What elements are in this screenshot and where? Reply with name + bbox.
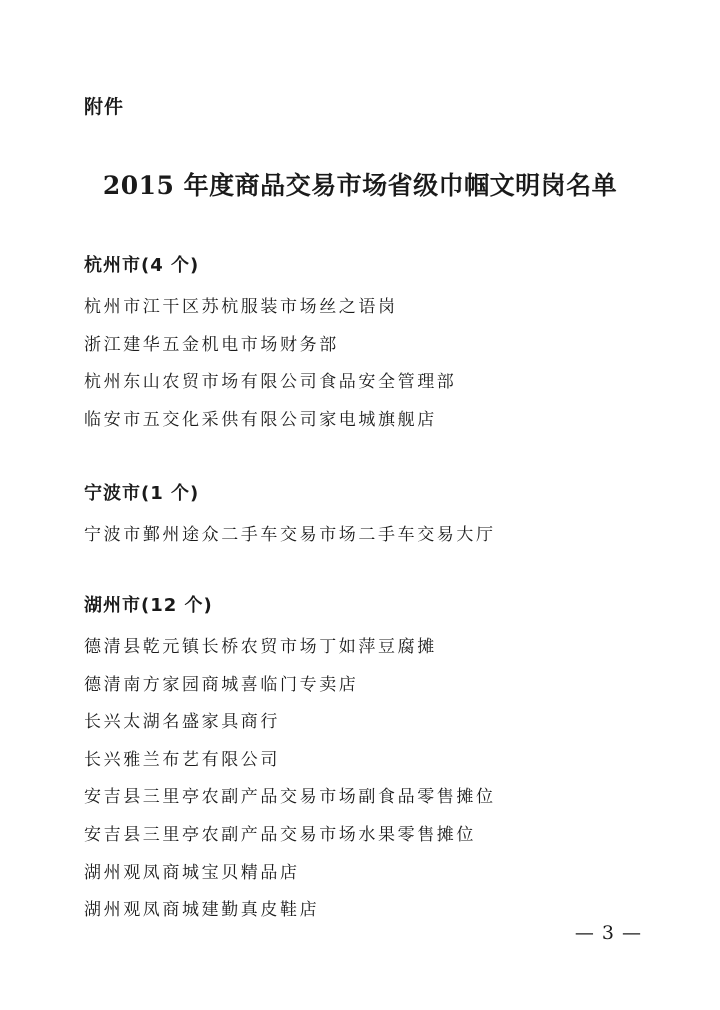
section-heading [84, 251, 684, 289]
city-name: 杭州市 [84, 255, 141, 276]
entry-count: (1 个) [141, 483, 200, 504]
section-heading [84, 479, 684, 517]
list-item: 德清南方家园商城喜临门专卖店 [84, 674, 359, 695]
list-item: 德清县乾元镇长桥农贸市场丁如萍豆腐摊 [84, 637, 437, 657]
page-number: — 3 — [574, 922, 642, 944]
list-item: 杭州市江干区苏杭服装市场丝之语岗 [84, 297, 398, 317]
section-huzhou [84, 591, 684, 930]
list-item: 安吉县三里亭农副产品交易市场水果零售摊位 [84, 824, 476, 845]
list-item: 杭州东山农贸市场有限公司食品安全管理部 [84, 372, 457, 393]
entry-count: (4 个) [141, 255, 200, 276]
list-item: 浙江建华五金机电市场财务部 [84, 334, 339, 355]
list-item: 临安市五交化采供有限公司家电城旗舰店 [84, 409, 437, 430]
list-item: 湖州观凤商城建勤真皮鞋店 [84, 900, 320, 921]
section-ningbo [84, 479, 684, 555]
list-item: 长兴太湖名盛家具商行 [84, 712, 280, 733]
list-item: 湖州观凤商城宝贝精品店 [84, 862, 300, 883]
city-name: 湖州市 [84, 595, 141, 616]
list-item: 安吉县三里亭农副产品交易市场副食品零售摊位 [84, 787, 496, 808]
city-name: 宁波市 [84, 483, 141, 504]
document-title: 2015 年度商品交易市场省级巾帼文明岗名单 [102, 171, 618, 200]
section-hangzhou [84, 251, 684, 439]
list-item: 宁波市鄞州途众二手车交易市场二手车交易大厅 [84, 525, 496, 545]
entry-count: (12 个) [141, 595, 213, 616]
attachment-label: 附件 [84, 96, 125, 118]
list-item: 长兴雅兰布艺有限公司 [84, 749, 280, 770]
section-heading [84, 591, 684, 629]
